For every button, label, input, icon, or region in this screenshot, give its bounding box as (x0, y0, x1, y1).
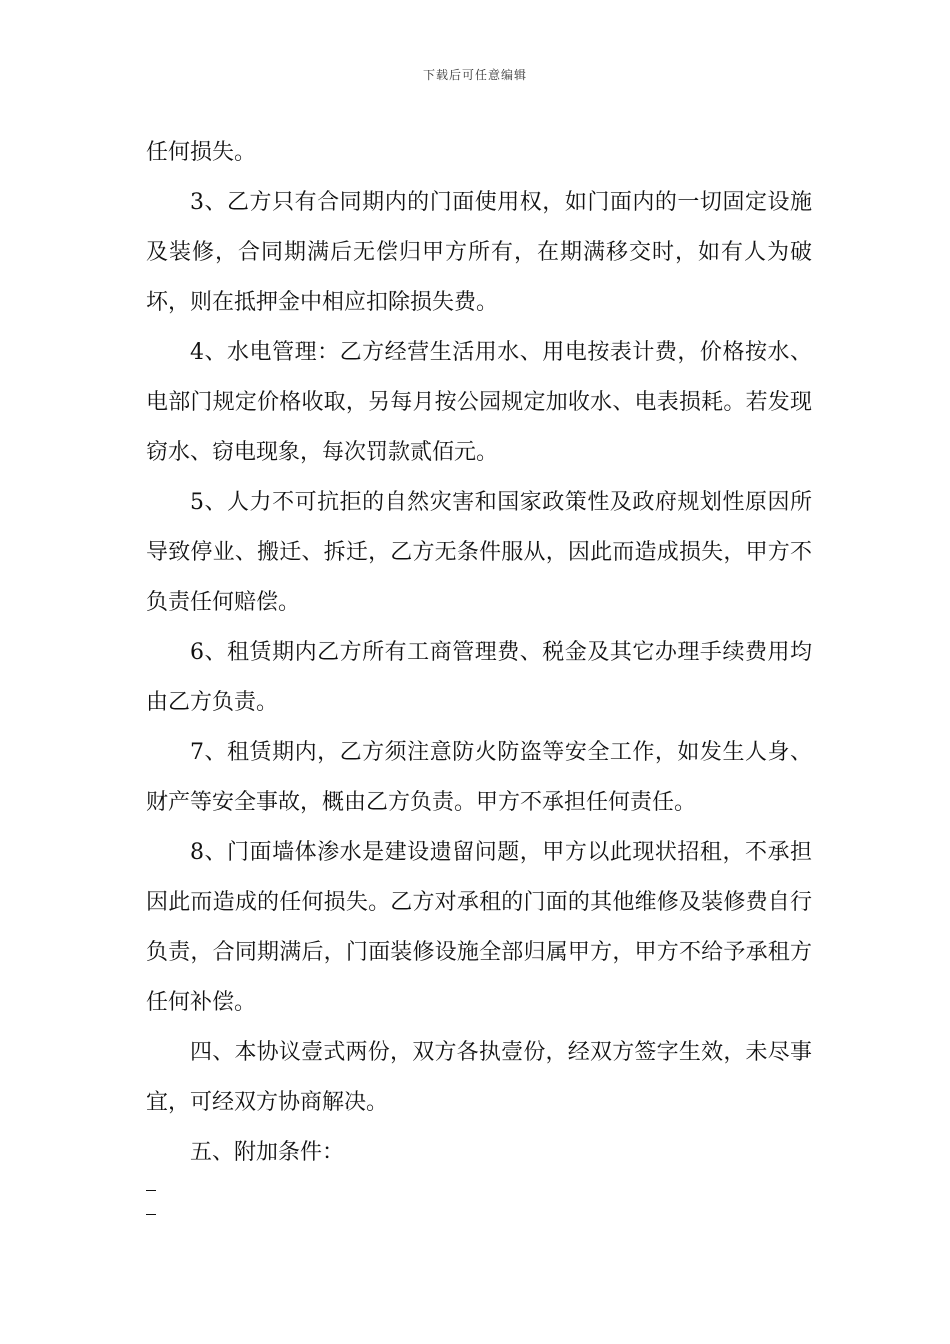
clause-4-utilities: 4、水电管理：乙方经营生活用水、用电按表计费，价格按水、电部门规定价格收取，另每月按公园规定加收水、电表损耗。若发现窃水、窃电现象，每次罚款贰佰元。 (146, 340, 812, 465)
blank-fill-line (146, 1190, 156, 1191)
contract-body (146, 128, 812, 1178)
clause-8-wall-seepage: 8、门面墙体渗水是建设遗留问题，甲方以此现状招租，不承担因此而造成的任何损失。乙方对承租的门面的其他维修及装修费自行负责，合同期满后，门面装修设施全部归属甲方，甲方不给予承租方任何补偿。 (146, 840, 812, 1015)
clause-5-force-majeure: 5、人力不可抗拒的自然灾害和国家政策性及政府规划性原因所导致停业、搬迁、拆迁，乙方无条件服从，因此而造成损失，甲方不负责任何赔偿。 (146, 490, 812, 615)
section-4-copies: 四、本协议壹式两份，双方各执壹份，经双方签字生效，未尽事宜，可经双方协商解决。 (146, 1040, 812, 1115)
clause-6-fees: 6、租赁期内乙方所有工商管理费、税金及其它办理手续费用均由乙方负责。 (146, 640, 812, 715)
page-header-note: 下载后可任意编辑 (422, 68, 527, 82)
clause-7-safety: 7、租赁期内，乙方须注意防火防盗等安全工作，如发生人身、财产等安全事故，概由乙方负责。甲方不承担任何责任。 (146, 740, 812, 815)
clause-3: 3、乙方只有合同期内的门面使用权，如门面内的一切固定设施及装修，合同期满后无偿归甲方所有，在期满移交时，如有人为破坏，则在抵押金中相应扣除损失费。 (146, 190, 812, 315)
blank-fill-line (146, 1214, 156, 1215)
paragraph-continuation: 任何损失。 (146, 140, 257, 165)
section-5-additional-terms: 五、附加条件： (190, 1140, 345, 1165)
